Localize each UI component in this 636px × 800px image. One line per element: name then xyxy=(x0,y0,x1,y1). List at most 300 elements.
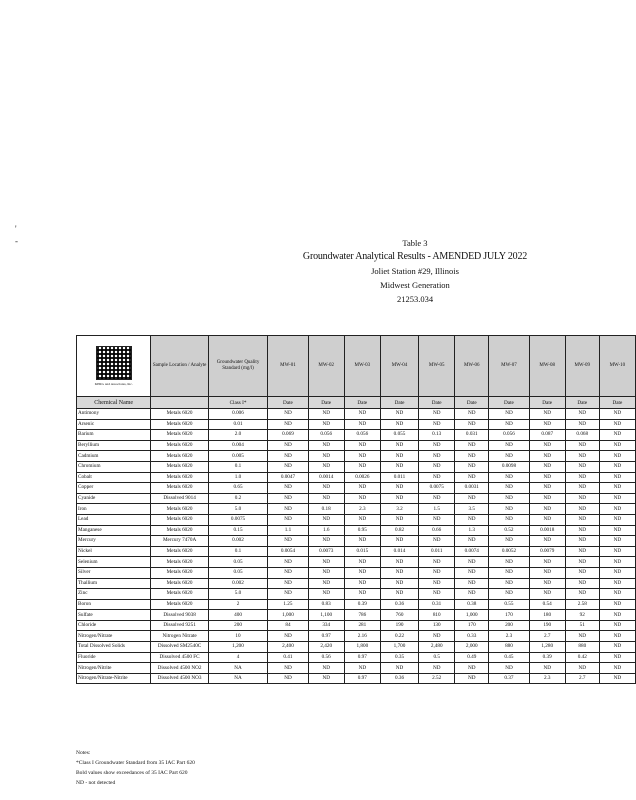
result-value: 0.42 xyxy=(565,652,599,663)
result-value: ND xyxy=(308,451,344,462)
chemical-name: Total Dissolved Solids xyxy=(77,642,151,653)
result-value: 0.087 xyxy=(529,430,565,441)
result-value: ND xyxy=(419,461,455,472)
result-value: ND xyxy=(565,663,599,674)
groundwater-standard: 0.002 xyxy=(208,536,268,547)
result-value: 0.18 xyxy=(308,504,344,515)
table-row xyxy=(77,409,636,420)
result-value: ND xyxy=(344,493,380,504)
logo-cell xyxy=(77,336,151,397)
result-value: ND xyxy=(268,419,308,430)
well-id: MW-07 xyxy=(501,363,517,368)
result-value: ND xyxy=(565,461,599,472)
result-value: ND xyxy=(599,440,635,451)
analysis-method: Metals 6020 xyxy=(151,514,208,525)
result-value: ND xyxy=(344,461,380,472)
result-value: 1,000 xyxy=(455,610,489,621)
table-row xyxy=(77,472,636,483)
result-value: ND xyxy=(489,483,529,494)
analysis-method: Dissolved 9038 xyxy=(151,610,208,621)
result-value: 0.0026 xyxy=(344,472,380,483)
result-value: ND xyxy=(529,536,565,547)
result-value: 0.014 xyxy=(380,546,418,557)
result-value: ND xyxy=(380,419,418,430)
result-value: 0.45 xyxy=(489,652,529,663)
results-table-body xyxy=(77,409,636,684)
table-row xyxy=(77,642,636,653)
result-value: ND xyxy=(599,536,635,547)
result-value: ND xyxy=(344,536,380,547)
chemical-name: Barium xyxy=(77,430,151,441)
result-value: ND xyxy=(455,578,489,589)
note-line: *Class I Groundwater Standard from 35 IAC Part 620 xyxy=(76,760,195,766)
result-value: ND xyxy=(599,514,635,525)
result-value: 1.6 xyxy=(308,525,344,536)
sample-date: Date xyxy=(529,397,565,409)
result-value: ND xyxy=(308,557,344,568)
result-value: ND xyxy=(489,440,529,451)
table-row xyxy=(77,483,636,494)
chemical-name: Nitrogen/Nitrite xyxy=(77,663,151,674)
result-value: 0.5 xyxy=(419,652,455,663)
result-value: 1.1 xyxy=(268,525,308,536)
result-value: ND xyxy=(529,419,565,430)
chemical-name: Zinc xyxy=(77,589,151,600)
result-value: ND xyxy=(419,589,455,600)
analysis-method: Metals 6020 xyxy=(151,557,208,568)
analysis-method: Metals 6020 xyxy=(151,578,208,589)
result-value: ND xyxy=(268,440,308,451)
result-value: ND xyxy=(489,493,529,504)
result-value: 880 xyxy=(565,642,599,653)
result-value: 0.015 xyxy=(344,546,380,557)
well-id: MW-10 xyxy=(609,363,626,368)
well-header xyxy=(529,336,565,397)
groundwater-standard: 0.1 xyxy=(208,461,268,472)
sample-date: Date xyxy=(308,397,344,409)
result-value: ND xyxy=(529,578,565,589)
result-value: ND xyxy=(268,461,308,472)
result-value: 0.35 xyxy=(380,652,418,663)
result-value: ND xyxy=(419,440,455,451)
project-number: 21253.034 xyxy=(396,294,434,304)
result-value: 2.3 xyxy=(344,504,380,515)
result-value: 0.82 xyxy=(380,525,418,536)
result-value: 0.031 xyxy=(455,430,489,441)
analysis-method: Dissolved SM2540C xyxy=(151,642,208,653)
groundwater-standard: 0.05 xyxy=(208,567,268,578)
result-value: 0.54 xyxy=(529,599,565,610)
result-value: ND xyxy=(599,504,635,515)
table-row xyxy=(77,451,636,462)
result-value: ND xyxy=(489,451,529,462)
analysis-method: Metals 6020 xyxy=(151,451,208,462)
result-value: 0.95 xyxy=(344,525,380,536)
groundwater-standard: 200 xyxy=(208,620,268,631)
result-value: ND xyxy=(599,578,635,589)
result-value: ND xyxy=(268,567,308,578)
well-id: MW-02 xyxy=(318,363,334,368)
table-row xyxy=(77,461,636,472)
result-value: ND xyxy=(419,536,455,547)
result-value: ND xyxy=(599,419,635,430)
sample-date: Date xyxy=(489,397,529,409)
result-value: ND xyxy=(380,483,418,494)
result-value: ND xyxy=(308,589,344,600)
result-value: 1.25 xyxy=(268,599,308,610)
result-value: 0.36 xyxy=(380,673,418,684)
result-value: 0.0054 xyxy=(268,546,308,557)
result-value: ND xyxy=(455,440,489,451)
analysis-method: Metals 6020 xyxy=(151,504,208,515)
result-value: ND xyxy=(455,567,489,578)
result-value: ND xyxy=(380,451,418,462)
result-value: ND xyxy=(565,440,599,451)
result-value: 0.0047 xyxy=(268,472,308,483)
result-value: ND xyxy=(599,472,635,483)
note-line: ND - not detected xyxy=(76,780,116,786)
result-value: ND xyxy=(599,652,635,663)
method-subheader xyxy=(151,397,208,409)
table-number: Table 3 xyxy=(402,238,428,248)
chemical-name-header: Chemical Name xyxy=(77,397,151,409)
result-value: 810 xyxy=(419,610,455,621)
chemical-name: Boron xyxy=(77,599,151,610)
result-value: 880 xyxy=(489,642,529,653)
table-row xyxy=(77,504,636,515)
result-value: 0.52 xyxy=(489,525,529,536)
result-value: 281 xyxy=(344,620,380,631)
well-id: MW-09 xyxy=(574,363,591,368)
result-value: 0.0075 xyxy=(419,483,455,494)
result-value: ND xyxy=(455,514,489,525)
result-value: 130 xyxy=(419,620,455,631)
result-value: 0.011 xyxy=(419,546,455,557)
result-value: ND xyxy=(489,419,529,430)
well-id: MW-01 xyxy=(280,363,296,368)
result-value: 1,280 xyxy=(529,642,565,653)
result-value: 0.83 xyxy=(308,599,344,610)
result-value: ND xyxy=(489,472,529,483)
result-value: ND xyxy=(455,589,489,600)
analysis-method: Nitrogen Nitrate xyxy=(151,631,208,642)
result-value: ND xyxy=(455,663,489,674)
result-value: ND xyxy=(599,589,635,600)
result-value: ND xyxy=(344,557,380,568)
sample-date: Date xyxy=(419,397,455,409)
result-value: 1.3 xyxy=(455,525,489,536)
result-value: ND xyxy=(565,578,599,589)
groundwater-standard: NA xyxy=(208,663,268,674)
result-value: ND xyxy=(419,578,455,589)
result-value: ND xyxy=(344,409,380,420)
result-value: 0.0018 xyxy=(529,525,565,536)
chemical-name: Lead xyxy=(77,514,151,525)
result-value: 0.41 xyxy=(268,652,308,663)
result-value: ND xyxy=(268,493,308,504)
result-value: 1,100 xyxy=(308,610,344,621)
result-value: ND xyxy=(268,578,308,589)
result-value: 0.37 xyxy=(489,673,529,684)
result-value: ND xyxy=(565,409,599,420)
result-value: 0.068 xyxy=(565,430,599,441)
sample-date: Date xyxy=(599,397,635,409)
table-title: Groundwater Analytical Results - AMENDED JULY 2022 xyxy=(302,251,528,262)
chemical-name: Cadmium xyxy=(77,451,151,462)
result-value: ND xyxy=(308,663,344,674)
result-value: ND xyxy=(529,493,565,504)
chemical-name: Sulfate xyxy=(77,610,151,621)
result-value: ND xyxy=(344,589,380,600)
result-value: ND xyxy=(489,589,529,600)
table-row xyxy=(77,589,636,600)
result-value: ND xyxy=(565,631,599,642)
result-value: ND xyxy=(599,483,635,494)
result-value: ND xyxy=(599,567,635,578)
result-value: ND xyxy=(308,536,344,547)
chemical-name: Beryllium xyxy=(77,440,151,451)
result-value: 0.0073 xyxy=(308,546,344,557)
result-value: 0.97 xyxy=(344,673,380,684)
groundwater-standard: 0.002 xyxy=(208,578,268,589)
table-notes xyxy=(76,748,195,788)
result-value: ND xyxy=(489,504,529,515)
well-header xyxy=(380,336,418,397)
result-value: ND xyxy=(268,483,308,494)
results-table xyxy=(76,335,636,684)
result-value: ND xyxy=(529,589,565,600)
result-value: 170 xyxy=(455,620,489,631)
result-value: ND xyxy=(565,546,599,557)
result-value: ND xyxy=(529,567,565,578)
table-row xyxy=(77,567,636,578)
result-value: ND xyxy=(565,419,599,430)
result-value: ND xyxy=(380,557,418,568)
result-value: 0.66 xyxy=(419,525,455,536)
result-value: ND xyxy=(489,578,529,589)
analysis-method: Metals 6020 xyxy=(151,567,208,578)
groundwater-standard: 2 xyxy=(208,599,268,610)
result-value: 190 xyxy=(380,620,418,631)
result-value: ND xyxy=(455,536,489,547)
result-value: ND xyxy=(380,567,418,578)
qr-code-icon xyxy=(96,346,132,380)
standard-unit: Class I* xyxy=(208,397,268,409)
result-value: ND xyxy=(380,493,418,504)
table-row xyxy=(77,430,636,441)
result-value: 180 xyxy=(529,610,565,621)
chemical-name: Chloride xyxy=(77,620,151,631)
chemical-name: Selenium xyxy=(77,557,151,568)
result-value: 0.39 xyxy=(529,652,565,663)
result-value: 0.0074 xyxy=(455,546,489,557)
result-value: ND xyxy=(344,419,380,430)
result-value: ND xyxy=(268,631,308,642)
result-value: ND xyxy=(268,451,308,462)
chemical-name: Iron xyxy=(77,504,151,515)
result-value: ND xyxy=(599,673,635,684)
result-value: ND xyxy=(380,461,418,472)
result-value: ND xyxy=(455,461,489,472)
client-name: Midwest Generation xyxy=(380,280,450,290)
sample-date: Date xyxy=(268,397,308,409)
analysis-method: Metals 6020 xyxy=(151,483,208,494)
result-value: 2.7 xyxy=(565,673,599,684)
groundwater-standard: 0.0075 xyxy=(208,514,268,525)
result-value: 2,000 xyxy=(455,642,489,653)
groundwater-standard: NA xyxy=(208,673,268,684)
well-header xyxy=(268,336,308,397)
table-row xyxy=(77,514,636,525)
analysis-method: Dissolved 4500 NO3 xyxy=(151,673,208,684)
result-value: ND xyxy=(529,451,565,462)
chemical-name: Silver xyxy=(77,567,151,578)
sample-location-header-text: Sample Location / Analyte xyxy=(152,363,207,368)
groundwater-standard: 0.1 xyxy=(208,546,268,557)
result-value: ND xyxy=(529,663,565,674)
well-header xyxy=(455,336,489,397)
result-value: 2,420 xyxy=(308,642,344,653)
well-id: MW-03 xyxy=(354,363,371,368)
result-value: ND xyxy=(344,567,380,578)
result-value: 1.5 xyxy=(419,504,455,515)
result-value: ND xyxy=(565,525,599,536)
chemical-name: Thallium xyxy=(77,578,151,589)
chemical-name: Cobalt xyxy=(77,472,151,483)
result-value: ND xyxy=(308,493,344,504)
result-value: ND xyxy=(308,440,344,451)
table-row xyxy=(77,620,636,631)
result-value: ND xyxy=(308,409,344,420)
result-value: ND xyxy=(380,440,418,451)
results-table-container xyxy=(76,335,626,747)
result-value: 0.011 xyxy=(380,472,418,483)
table-row xyxy=(77,599,636,610)
result-value: ND xyxy=(380,536,418,547)
chemical-name: Fluoride xyxy=(77,652,151,663)
result-value: 0.055 xyxy=(380,430,418,441)
table-row xyxy=(77,493,636,504)
result-value: ND xyxy=(599,546,635,557)
site-name: Joliet Station #29, Illinois xyxy=(371,266,459,276)
result-value: 0.056 xyxy=(344,430,380,441)
result-value: ND xyxy=(529,440,565,451)
result-value: ND xyxy=(599,663,635,674)
sample-date: Date xyxy=(380,397,418,409)
table-row xyxy=(77,663,636,674)
result-value: 3.2 xyxy=(380,504,418,515)
result-value: 0.49 xyxy=(455,652,489,663)
result-value: ND xyxy=(529,557,565,568)
result-value: ND xyxy=(599,461,635,472)
result-value: ND xyxy=(529,461,565,472)
result-value: 2.3 xyxy=(489,631,529,642)
result-value: ND xyxy=(419,631,455,642)
result-value: 2.58 xyxy=(565,599,599,610)
groundwater-standard: 0.2 xyxy=(208,493,268,504)
result-value: ND xyxy=(419,557,455,568)
groundwater-standard: 0.15 xyxy=(208,525,268,536)
well-header xyxy=(419,336,455,397)
result-value: ND xyxy=(308,483,344,494)
result-value: ND xyxy=(344,483,380,494)
result-value: 0.056 xyxy=(308,430,344,441)
result-value: 0.0098 xyxy=(489,461,529,472)
table-row xyxy=(77,578,636,589)
result-value: ND xyxy=(344,578,380,589)
result-value: ND xyxy=(268,514,308,525)
result-value: ND xyxy=(565,504,599,515)
analysis-method: Metals 6020 xyxy=(151,589,208,600)
result-value: 0.56 xyxy=(308,652,344,663)
analysis-method: Metals 6020 xyxy=(151,461,208,472)
result-value: ND xyxy=(268,673,308,684)
margin-mark: - xyxy=(15,236,18,246)
chemical-name: Copper xyxy=(77,483,151,494)
analysis-method: Dissolved 9251 xyxy=(151,620,208,631)
result-value: ND xyxy=(268,504,308,515)
result-value: 334 xyxy=(308,620,344,631)
result-value: ND xyxy=(529,483,565,494)
groundwater-standard: 0.006 xyxy=(208,409,268,420)
standard-header xyxy=(208,336,268,397)
result-value: ND xyxy=(565,567,599,578)
note-line: Bold values show exceedances of 35 IAC Part 620 xyxy=(76,770,188,776)
result-value: ND xyxy=(565,536,599,547)
chemical-name: Nitrogen/Nitrate-Nitrite xyxy=(77,673,151,684)
sample-date: Date xyxy=(455,397,489,409)
sample-date: Date xyxy=(344,397,380,409)
table-row xyxy=(77,419,636,430)
result-value: 760 xyxy=(380,610,418,621)
table-row xyxy=(77,557,636,568)
groundwater-standard: 10 xyxy=(208,631,268,642)
result-value: 0.39 xyxy=(344,599,380,610)
result-value: ND xyxy=(455,472,489,483)
result-value: ND xyxy=(599,525,635,536)
result-value: ND xyxy=(599,409,635,420)
result-value: ND xyxy=(529,409,565,420)
logo-text: KPRG and Associates, Inc. xyxy=(94,382,133,386)
result-value: ND xyxy=(268,663,308,674)
result-value: 0.97 xyxy=(308,631,344,642)
result-value: ND xyxy=(455,451,489,462)
margin-mark: ' xyxy=(15,224,17,234)
standard-header-text: Groundwater Quality Standard (mg/l) xyxy=(216,360,260,371)
table-row xyxy=(77,631,636,642)
result-value: ND xyxy=(529,504,565,515)
result-value: 0.13 xyxy=(419,430,455,441)
groundwater-standard: 1,200 xyxy=(208,642,268,653)
well-header xyxy=(308,336,344,397)
result-value: ND xyxy=(599,610,635,621)
result-value: ND xyxy=(565,451,599,462)
result-value: ND xyxy=(599,557,635,568)
analysis-method: Dissolved 4500 FC xyxy=(151,652,208,663)
result-value: 786 xyxy=(344,610,380,621)
chemical-name: Nitrogen/Nitrate xyxy=(77,631,151,642)
result-value: ND xyxy=(308,673,344,684)
analysis-method: Metals 6020 xyxy=(151,419,208,430)
result-value: ND xyxy=(489,514,529,525)
analysis-method: Metals 6020 xyxy=(151,440,208,451)
result-value: ND xyxy=(268,536,308,547)
sample-date: Date xyxy=(565,397,599,409)
result-value: ND xyxy=(419,567,455,578)
result-value: ND xyxy=(455,419,489,430)
result-value: ND xyxy=(529,472,565,483)
chemical-name: Nickel xyxy=(77,546,151,557)
